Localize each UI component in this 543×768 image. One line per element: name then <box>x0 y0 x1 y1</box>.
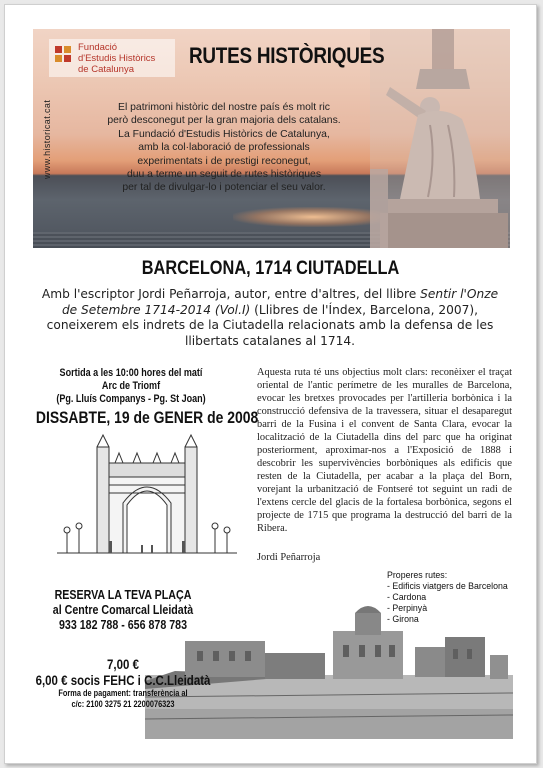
intro-line: La Fundació d'Estudis Històrics de Catalunya, <box>118 128 330 140</box>
book-title: Sentir l'Onze de Setembre 1714-2014 (Vol.I) <box>61 287 499 317</box>
poster-title: RUTES HISTÒRIQUES <box>189 43 385 68</box>
logo-text <box>78 42 155 75</box>
departure-time: Sortida a les 10:00 hores del matí <box>59 367 203 379</box>
next-routes <box>387 570 508 625</box>
logo-line-3: de Catalunya <box>78 64 134 75</box>
arc-de-triomf-illustration <box>57 433 237 561</box>
poster-page <box>4 4 537 764</box>
price-info <box>13 656 233 709</box>
next-route-item: - Girona <box>387 614 508 625</box>
intro-line: amb la col·laboració de professionals <box>138 142 310 154</box>
sunset-glow <box>233 207 393 227</box>
next-route-item: - Cardona <box>387 592 508 603</box>
logo-line-2: d'Estudis Històrics <box>78 53 156 64</box>
intro-line: duu a terme un seguit de rutes històriques <box>126 169 322 181</box>
meeting-point: Arc de Triomf <box>101 380 161 392</box>
lead-text-end: (Llibres de l'Índex, Barcelona, 2007), coneixerem els indrets de la Ciutadella relacionats amb la defensa de les llibertats catalanes al 1714. <box>46 302 494 348</box>
intro-line: El patrimoni històric del nostre país és molt ric <box>118 102 330 113</box>
lead-paragraph <box>35 287 505 349</box>
payment-method: Forma de pagament: transferència al <box>58 688 188 698</box>
next-route-item: - Edificis viatgers de Barcelona <box>387 581 508 592</box>
price-general: 7,00 € <box>107 656 139 672</box>
author-signature: Jordi Peñarroja <box>257 552 321 563</box>
bank-account: c/c: 2100 3275 21 2200076323 <box>71 698 175 709</box>
meeting-detail: (Pg. Lluís Companys - Pg. St Joan) <box>56 393 206 405</box>
next-route-item: - Perpinyà <box>387 603 508 614</box>
intro-line: però desconegut per la gran majoria dels catalans. <box>107 115 341 127</box>
intro-line: per tal de divulgar-lo i potenciar el seu valor. <box>122 182 326 194</box>
logo-squares-icon <box>55 46 73 64</box>
website-url: www.historicat.cat <box>42 99 52 179</box>
price-members: 6,00 € socis FEHC i C.C.Lleidatà <box>35 672 211 688</box>
intro-paragraph <box>93 101 355 195</box>
foundation-logo <box>49 39 175 77</box>
route-description: Aquesta ruta té uns objectius molt clars: reconèixer el traçat oriental de l'antic perímetre de les muralles de Barcelona, evocar les bretxes provocades per l'artilleria borbònica i la construcció defensiva de la travessera, situar el desaparegut barri de la Fusina i el convent de Santa Clara, evocar la localització de la Ciutadella dins del parc que ha originat posteriorment, aproximar-nos a l'Exposició de 1888 i descobrir les supervivències borbòniques als edificis que resten de la Ciutadella, per acabar a la plaça del Born, vorejant la urbanització de Fontseré tot seguint un radi de l'extens cercle del glacis de la fortalesa borbònica, segons el projecte de 1715 que programa la destrucció del barri de la Ribera. <box>257 367 512 534</box>
meeting-info <box>15 367 259 428</box>
booking-phones: 933 182 788 - 656 878 783 <box>58 617 188 632</box>
next-routes-heading: Properes rutes: <box>387 570 448 580</box>
booking-info <box>13 587 233 632</box>
intro-line: experimentats i de prestigi reconegut, <box>137 155 311 167</box>
logo-line-1: Fundació <box>78 42 118 53</box>
header-banner <box>33 29 510 248</box>
booking-place: al Centre Comarcal Lleidatà <box>52 602 194 617</box>
next-routes-list <box>387 581 508 625</box>
route-title: BARCELONA, 1714 CIUTADELLA <box>141 258 400 279</box>
booking-heading: RESERVA LA TEVA PLAÇA <box>54 587 192 602</box>
statue-image <box>370 29 510 248</box>
lead-text-start: Amb l'escriptor Jordi Peñarroja, autor, entre d'altres, del llibre <box>41 287 421 301</box>
event-date: DISSABTE, 19 de GENER de 2008 <box>35 408 259 427</box>
